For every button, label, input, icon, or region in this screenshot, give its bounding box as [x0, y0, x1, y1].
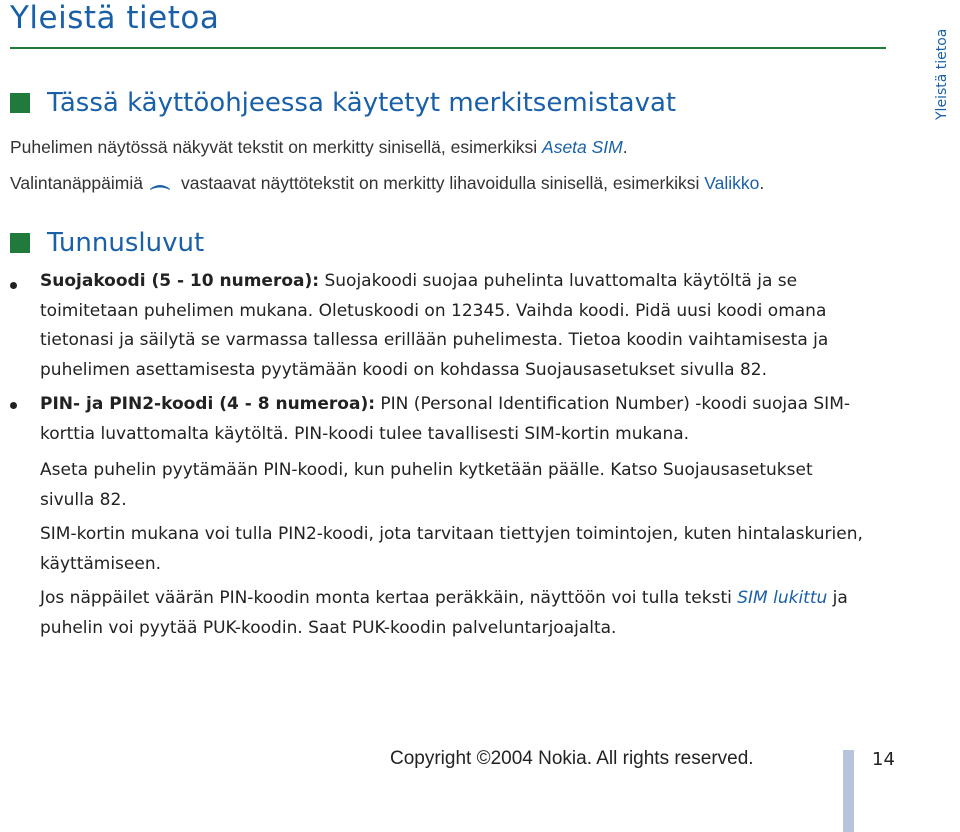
section-heading-conventions [10, 88, 676, 118]
bullet-icon [10, 282, 17, 289]
section-heading-codes [10, 228, 204, 258]
bullet-icon [10, 402, 17, 409]
pin-para-3: SIM-kortin mukana voi tulla PIN2-koodi, jota tarvitaan tiettyjen toimintojen, kuten hintalaskurien, käyttämiseen. [40, 524, 863, 574]
pin-para-2: Aseta puhelin pyytämään PIN-koodi, kun puhelin kytketään päälle. Katso Suojausasetukset sivulla 82. [40, 460, 813, 510]
conventions-line-2: Valintanäppäimiä vastaavat näyttötekstit on merkitty lihavoidulla sinisellä, esimerkiksi Valikko. [10, 173, 765, 193]
title-rule [10, 47, 886, 49]
selection-key-icon [149, 175, 171, 184]
item-label: Suojakoodi (5 - 10 numeroa): [40, 271, 320, 291]
item-label: PIN- ja PIN2-koodi (4 - 8 numeroa): [40, 394, 376, 414]
page-title: Yleistä tietoa [10, 0, 220, 36]
security-code-item: Suojakoodi (5 - 10 numeroa): Suojakoodi suojaa puhelinta luvattomalta käytöltä ja se toimitetaan puhelimen mukana. Oletuskoodi on 12345. Vaihda koodi. Pidä uusi koodi omana tietonasi ja säilytä se varmassa tallessa erillään puhelimesta. Tietoa koodin vaihtamisesta ja puhelimen asettamisesta pyytämään koodi on kohdassa Suojausasetukset sivulla 82. [40, 271, 829, 380]
side-tab: Yleistä tietoa [934, 28, 950, 120]
example-display-text: Aseta SIM [542, 137, 623, 157]
conventions-line-1: Puhelimen näytössä näkyvät tekstit on merkitty sinisellä, esimerkiksi Aseta SIM. [10, 137, 628, 157]
square-bullet-icon [10, 233, 30, 253]
section-heading-text: Tunnusluvut [47, 228, 205, 258]
example-softkey-text: Valikko [704, 173, 760, 193]
example-display-text: SIM lukittu [737, 588, 828, 608]
square-bullet-icon [10, 93, 30, 113]
pin-code-item: PIN- ja PIN2-koodi (4 - 8 numeroa): PIN (Personal Identification Number) -koodi suojaa SIM-korttia luvattomalta käytöltä. PIN-koodi tulee tavallisesti SIM-kortin mukana. [40, 394, 850, 444]
pin-para-4: Jos näppäilet väärän PIN-koodin monta kertaa peräkkäin, näyttöön voi tulla teksti SIM lukittu ja puhelin voi pyytää PUK-koodin. Saat PUK-koodin palveluntarjoajalta. [40, 588, 848, 638]
footer-bar [843, 750, 854, 832]
section-heading-text: Tässä käyttöohjeessa käytetyt merkitsemistavat [47, 88, 677, 118]
page-number: 14 [872, 749, 895, 770]
copyright-text: Copyright ©2004 Nokia. All rights reserved. [390, 748, 754, 769]
